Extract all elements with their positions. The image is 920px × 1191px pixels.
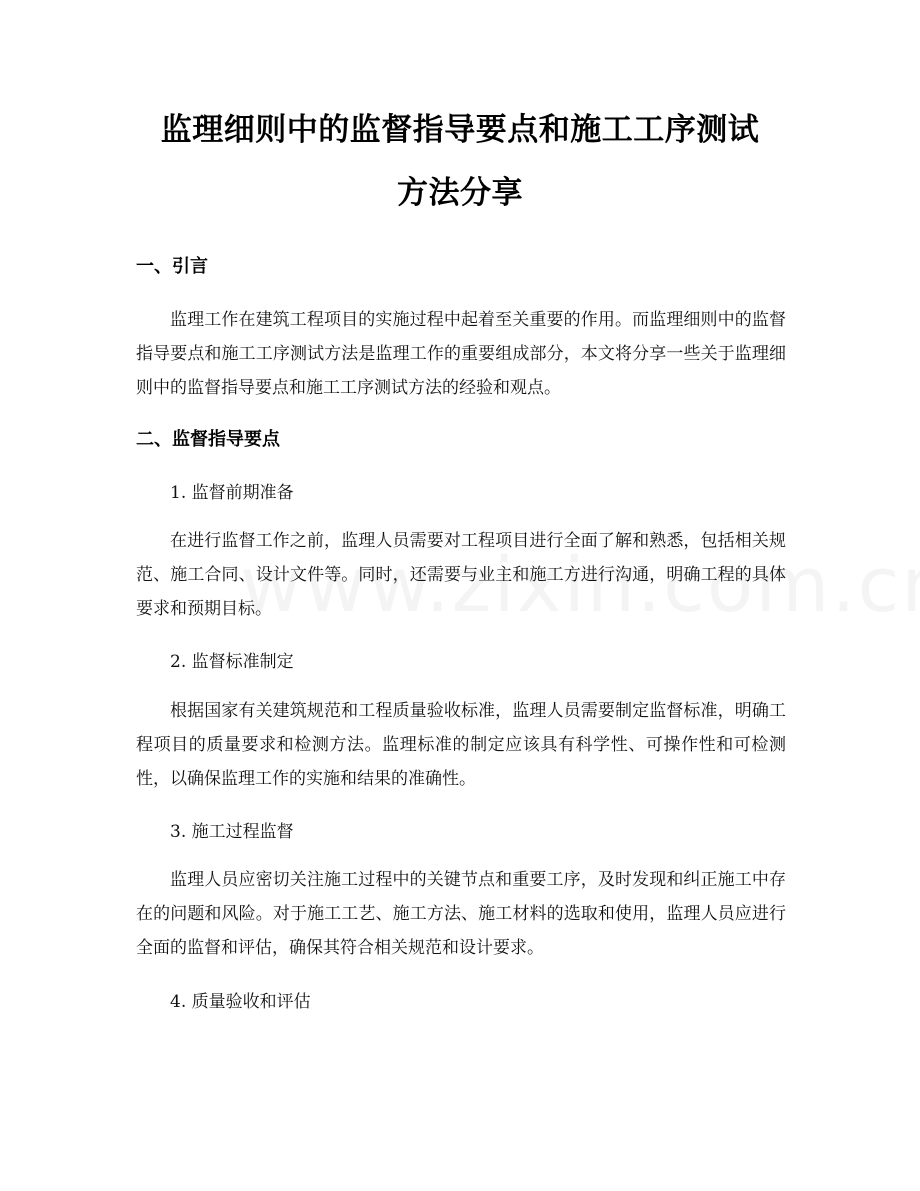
item-heading-2: 2. 监督标准制定 bbox=[170, 652, 294, 672]
document-title-line-2: 方法分享 bbox=[397, 175, 523, 211]
item-paragraph-3: 监理人员应密切关注施工过程中的关键节点和重要工序，及时发现和纠正施工中存在的问题和风险。对于施工工艺、施工方法、施工材料的选取和使用，监理人员应进行全面的监督和评估，确保其符合相关规范和设计要求。 bbox=[136, 870, 786, 958]
item-heading-1: 1. 监督前期准备 bbox=[170, 483, 294, 503]
document-title-line-1: 监理细则中的监督指导要点和施工工序测试 bbox=[160, 112, 760, 148]
introduction-paragraph: 监理工作在建筑工程项目的实施过程中起着至关重要的作用。而监理细则中的监督指导要点和施工工序测试方法是监理工作的重要组成部分，本文将分享一些关于监理细则中的监督指导要点和施工工序测试方法的经验和观点。 bbox=[136, 310, 786, 398]
section-heading-supervision-points: 二、监督指导要点 bbox=[136, 429, 280, 450]
section-heading-introduction: 一、引言 bbox=[136, 256, 208, 277]
item-paragraph-1: 在进行监督工作之前，监理人员需要对工程项目进行全面了解和熟悉，包括相关规范、施工合同、设计文件等。同时，还需要与业主和施工方进行沟通，明确工程的具体要求和预期目标。 bbox=[136, 531, 786, 619]
item-heading-3: 3. 施工过程监督 bbox=[170, 822, 294, 842]
item-paragraph-2: 根据国家有关建筑规范和工程质量验收标准，监理人员需要制定监督标准，明确工程项目的质量要求和检测方法。监理标准的制定应该具有科学性、可操作性和可检测性，以确保监理工作的实施和结果的准确性。 bbox=[136, 701, 786, 789]
item-heading-4: 4. 质量验收和评估 bbox=[170, 992, 311, 1012]
